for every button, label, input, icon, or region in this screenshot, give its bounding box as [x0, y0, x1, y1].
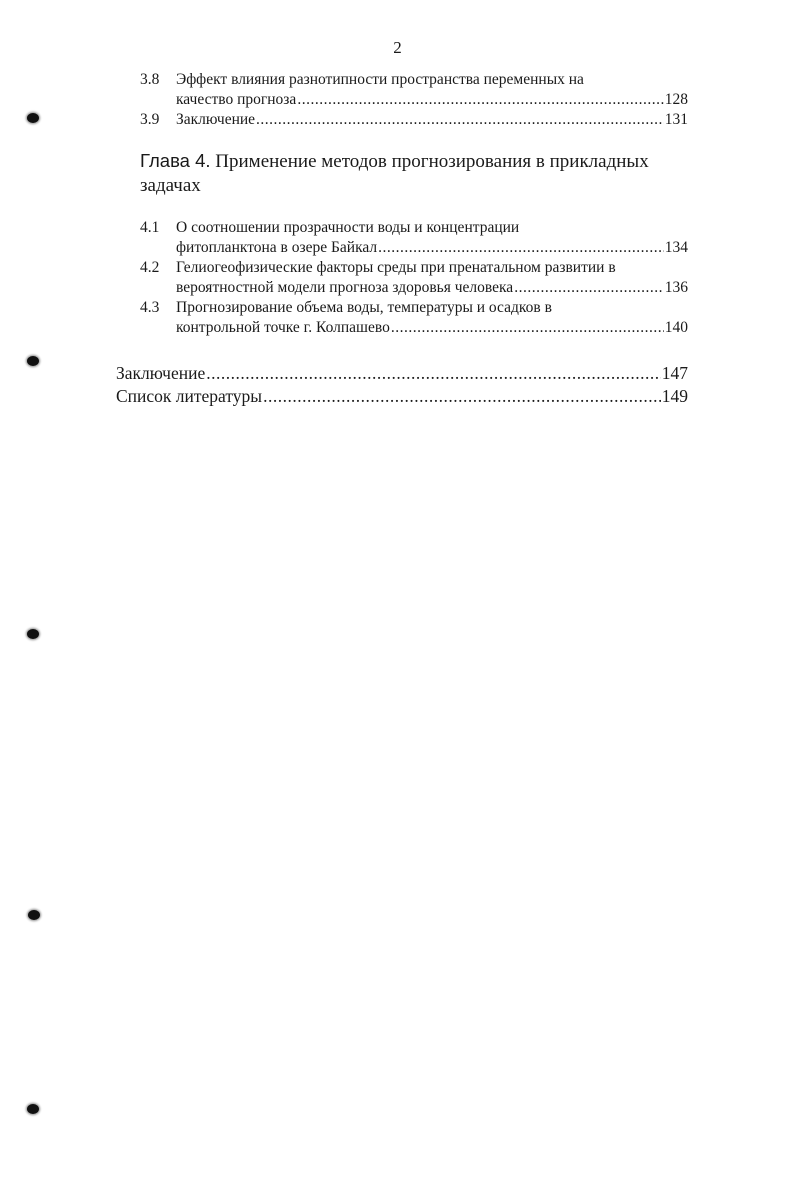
toc-entry-3-9[interactable] [140, 110, 688, 130]
toc-entry-3-8[interactable] [140, 70, 688, 110]
entry-title-line1: О соотношении прозрачности воды и концентрации [176, 219, 520, 236]
dot-leader [206, 362, 661, 384]
entry-number: 4.3 [140, 299, 160, 316]
entry-title-line1: Эффект влияния разнотипности пространства переменных на [176, 71, 584, 88]
entry-page: 131 [664, 111, 688, 128]
entry-title: Заключение [176, 111, 256, 128]
dot-leader [391, 318, 664, 338]
toc-entry-4-3[interactable] [140, 298, 688, 338]
entry-number: 4.2 [140, 259, 160, 276]
entry-number: 3.9 [140, 111, 160, 128]
entry-page: 134 [664, 239, 688, 256]
entry-page: 147 [661, 363, 688, 383]
entry-number: 4.1 [140, 219, 160, 236]
entry-title: Заключение [116, 363, 206, 383]
entry-page: 149 [661, 386, 688, 406]
toc-entry-4-2[interactable] [140, 258, 688, 298]
chapter-title: Применение методов прогнозирования в прикладных [210, 151, 649, 172]
dot-leader [256, 110, 664, 130]
entry-title-line1: Прогнозирование объема воды, температуры и осадков в [176, 299, 552, 316]
chapter-label: Глава 4. [140, 150, 211, 171]
entry-title-line2: вероятностной модели прогноза здоровья человека [176, 279, 514, 296]
dot-leader [263, 385, 661, 407]
punch-hole-mark [27, 629, 39, 639]
punch-hole-mark [27, 356, 39, 366]
toc-entry-4-1[interactable] [140, 218, 688, 258]
punch-hole-mark [27, 1104, 39, 1114]
entry-title-line2: качество прогноза [176, 91, 297, 108]
entry-page: 128 [664, 91, 688, 108]
page-number: 2 [393, 38, 402, 57]
punch-hole-mark [27, 113, 39, 123]
entry-title: Список литературы [116, 386, 263, 406]
entry-title-line2: фитопланктона в озере Байкал [176, 239, 378, 256]
entry-page: 136 [664, 279, 688, 296]
entry-title-line1: Гелиогеофизические факторы среды при пренатальном развитии в [176, 259, 616, 276]
chapter-4-heading[interactable] [140, 149, 680, 198]
dot-leader [514, 278, 664, 298]
entry-number: 3.8 [140, 71, 160, 88]
chapter-title-line2: задачах [140, 175, 201, 196]
toc-entry-references[interactable] [116, 385, 688, 407]
dot-leader [297, 90, 663, 110]
entry-page: 140 [664, 319, 688, 336]
dot-leader [378, 238, 664, 258]
toc-entry-conclusion[interactable] [116, 362, 688, 384]
punch-hole-mark [28, 910, 40, 920]
entry-title-line2: контрольной точке г. Колпашево [176, 319, 390, 336]
